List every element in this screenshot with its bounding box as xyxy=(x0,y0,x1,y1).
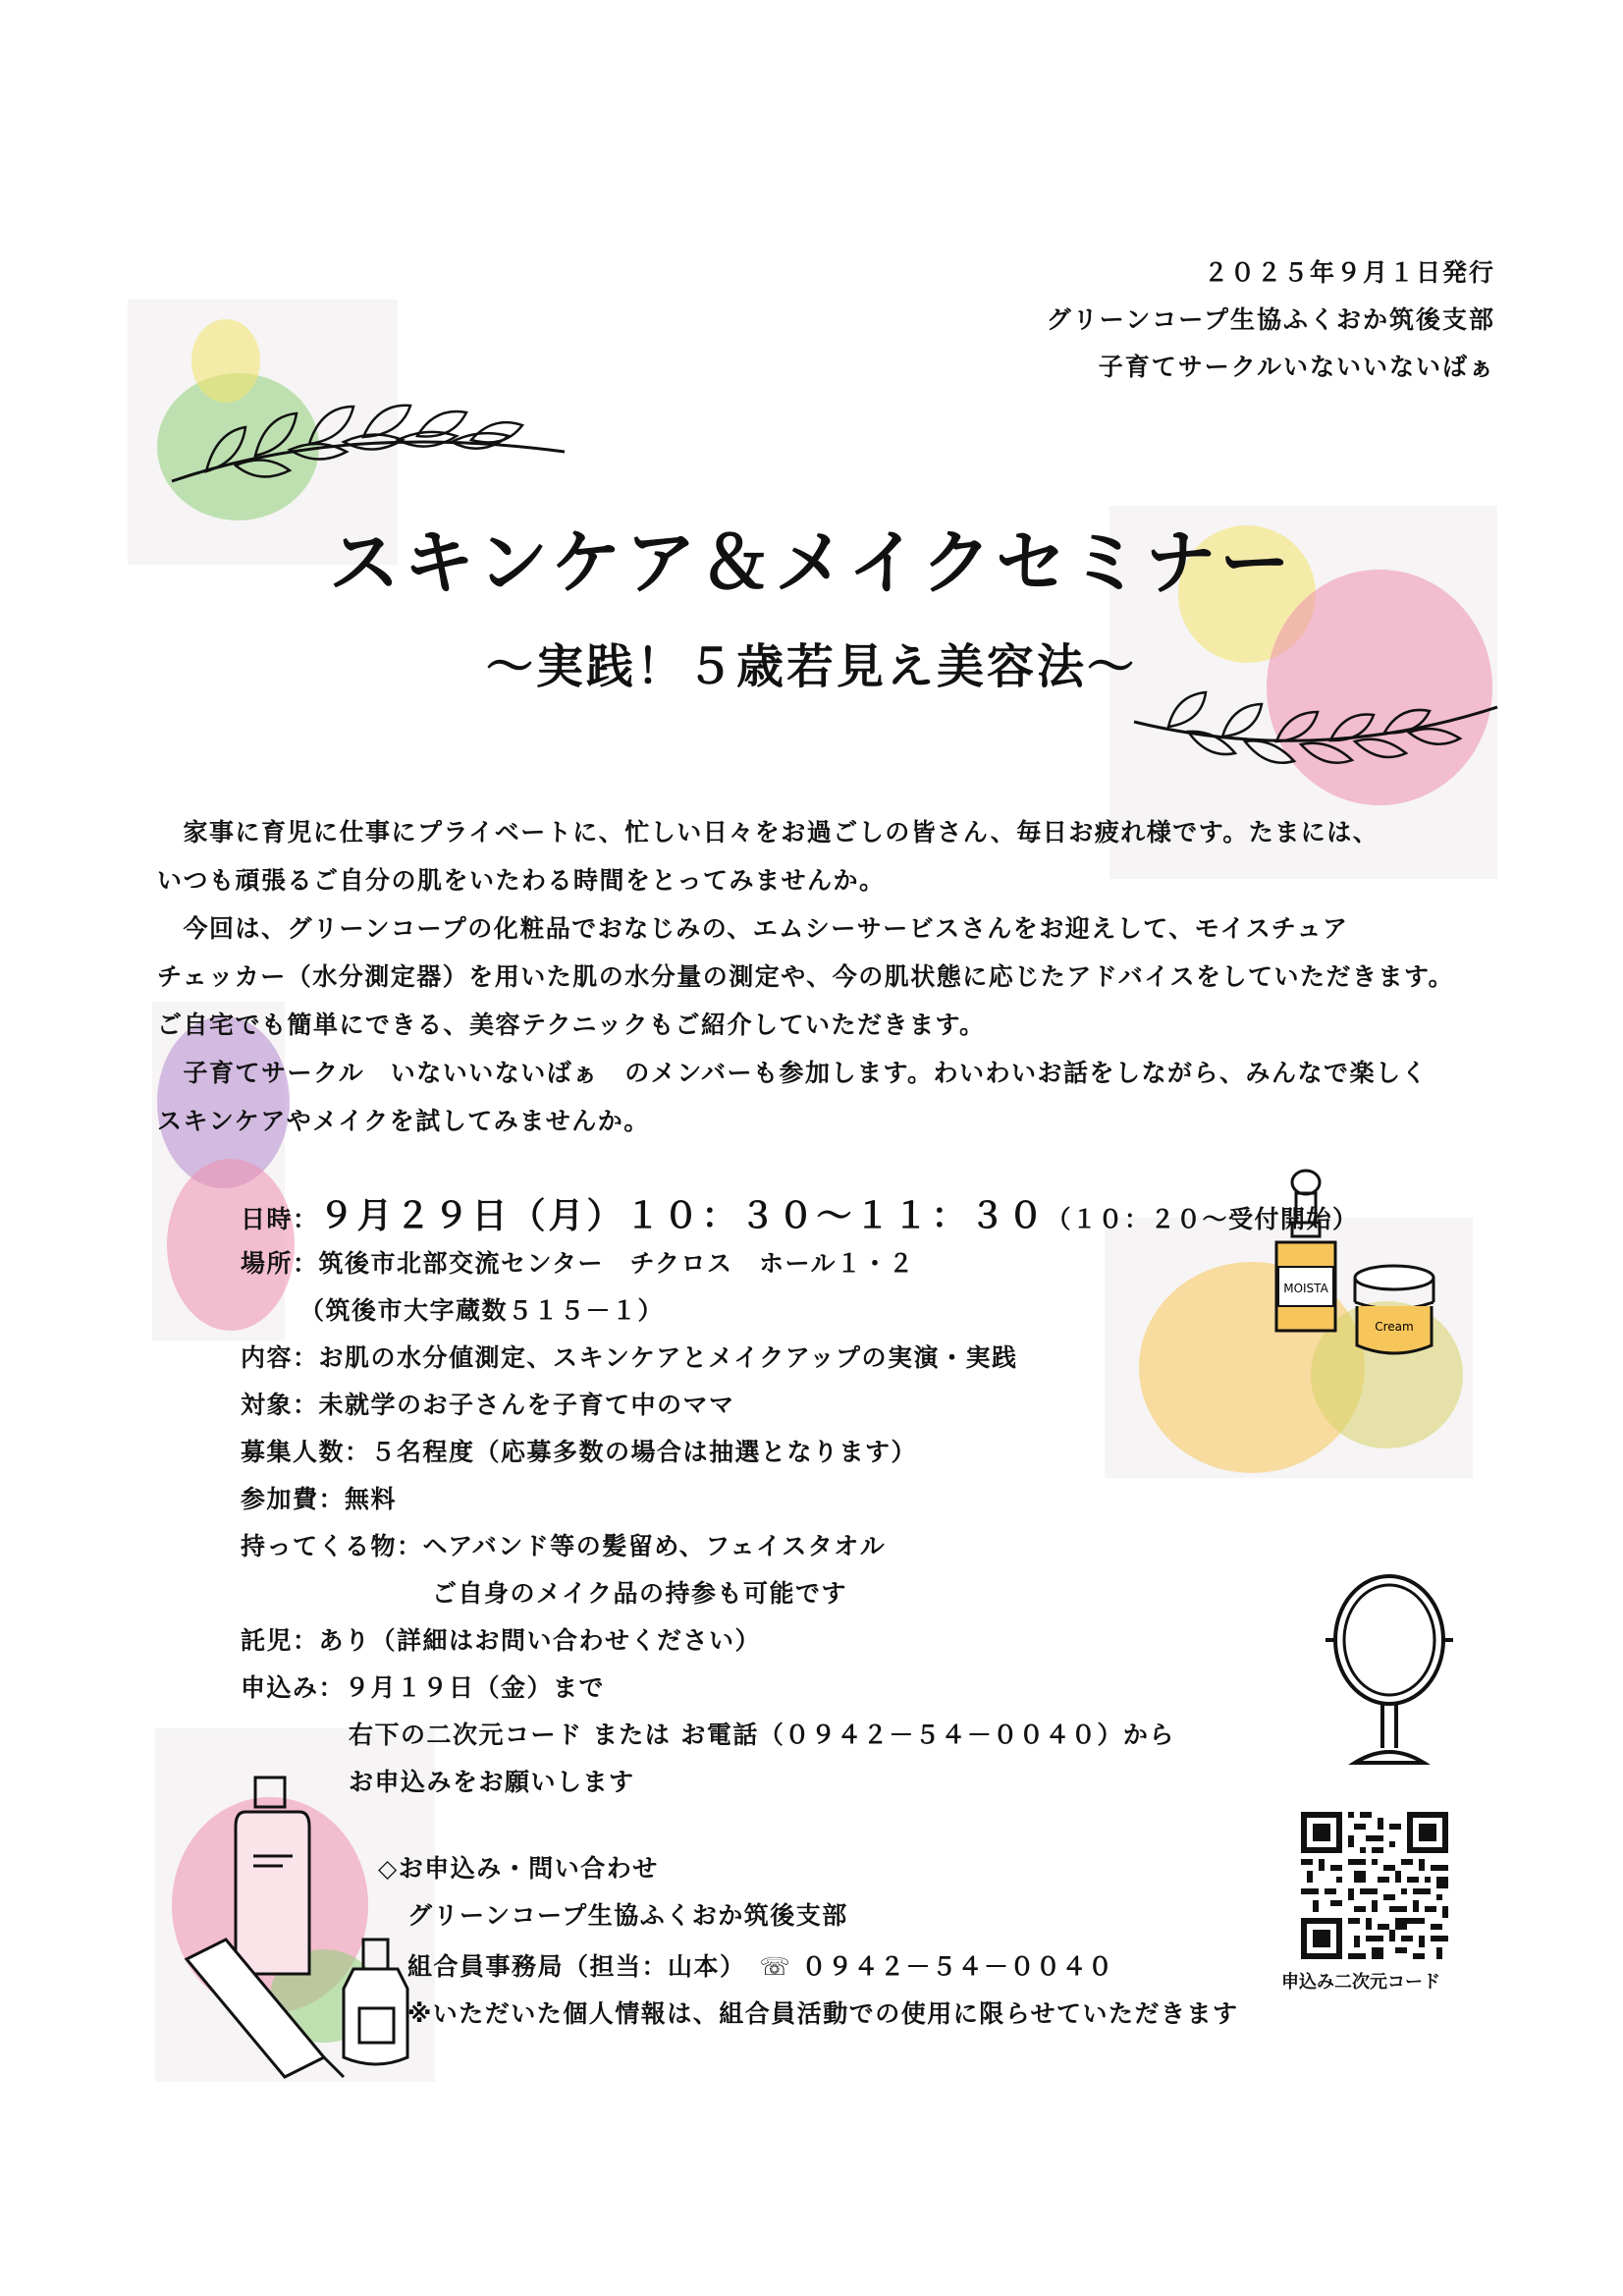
page-title: スキンケア＆メイクセミナー xyxy=(329,521,1294,604)
cosmetics-illustration-icon xyxy=(167,1758,432,2082)
intro-line: 子育てサークル いないいないばぁ のメンバーも参加します。わいわいお話をしながら、みんなで楽しく xyxy=(157,1059,1429,1087)
page-subtitle: ～実践！５歳若見え美容法～ xyxy=(485,639,1137,694)
intro-line: 今回は、グリーンコープの化粧品でおなじみの、エムシーサービスさんをお迎えして、モイスチュア xyxy=(157,914,1349,943)
contact-office: 組合員事務局（担当：山本） ☏ ０９４２－５４－００４０ xyxy=(407,1952,1114,1981)
intro-line: 家事に育児に仕事にプライベートに、忙しい日々をお過ごしの皆さん、毎日お疲れ様です。たまには、 xyxy=(157,818,1380,847)
contact-org: グリーンコープ生協ふくおか筑後支部 xyxy=(407,1901,848,1930)
organization-name: グリーンコープ生協ふくおか筑後支部 xyxy=(1046,305,1495,334)
event-bring-note: ご自身のメイク品の持参も可能です xyxy=(432,1579,848,1608)
intro-line: いつも頑張るご自分の肌をいたわる時間をとってみませんか。 xyxy=(157,866,886,895)
event-content: 内容：お肌の水分値測定、スキンケアとメイクアップの実演・実践 xyxy=(241,1343,1018,1372)
serum-bottle-icon xyxy=(1257,1169,1355,1336)
event-apply: 申込み：９月１９日（金）まで xyxy=(241,1673,606,1702)
intro-line: チェッカー（水分測定器）を用いた肌の水分量の測定や、今の肌状態に応じたアドバイスをしていただきます。 xyxy=(157,962,1455,991)
date-main: ９月２９日（月）１０：３０～１１：３０ xyxy=(318,1196,1047,1236)
event-apply-request: お申込みをお願いします xyxy=(349,1768,635,1796)
event-address: （筑後市大字蔵数５１５－１） xyxy=(299,1296,665,1325)
event-place: 場所：筑後市北部交流センター チクロス ホール１・２ xyxy=(241,1249,915,1278)
event-capacity: 募集人数：５名程度（応募多数の場合は抽選となります） xyxy=(241,1438,918,1466)
leaf-branch-icon xyxy=(167,393,579,501)
event-fee: 参加費：無料 xyxy=(241,1485,398,1513)
leaf-branch-icon xyxy=(1129,687,1502,786)
event-apply-method: 右下の二次元コード または お電話（０９４２－５４－００４０）から xyxy=(349,1721,1175,1749)
issue-date: ２０２５年９月１日発行 xyxy=(1203,258,1495,287)
event-date xyxy=(241,1188,1359,1238)
circle-name: 子育てサークルいないいないばぁ xyxy=(1098,353,1495,381)
date-label: 日時： xyxy=(241,1205,319,1233)
cream-jar-icon xyxy=(1345,1262,1443,1360)
privacy-note: ※いただいた個人情報は、組合員活動での使用に限らせていただきます xyxy=(407,1999,1239,2028)
intro-line: スキンケアやメイクを試してみませんか。 xyxy=(157,1107,650,1135)
event-target: 対象：未就学のお子さんを子育て中のママ xyxy=(241,1391,735,1419)
intro-paragraph xyxy=(157,808,1502,1145)
qr-caption: 申込み二次元コード xyxy=(1281,1972,1440,1993)
contact-heading: ◇お申込み・問い合わせ xyxy=(378,1854,659,1883)
event-bring: 持ってくる物：ヘアバンド等の髪留め、フェイスタオル xyxy=(241,1532,887,1560)
intro-line: ご自宅でも簡単にできる、美容テクニックもご紹介していただきます。 xyxy=(157,1011,986,1039)
jar-label: Cream xyxy=(1375,1320,1414,1334)
mirror-icon xyxy=(1316,1571,1463,1773)
qr-code-icon[interactable] xyxy=(1301,1812,1448,1959)
decor-blob-yellow xyxy=(191,319,260,403)
event-childcare: 託児：あり（詳細はお問い合わせください） xyxy=(241,1626,762,1655)
date-note: （１０：２０～受付開始） xyxy=(1046,1205,1359,1233)
bottle-label: MOISTA xyxy=(1283,1282,1328,1295)
